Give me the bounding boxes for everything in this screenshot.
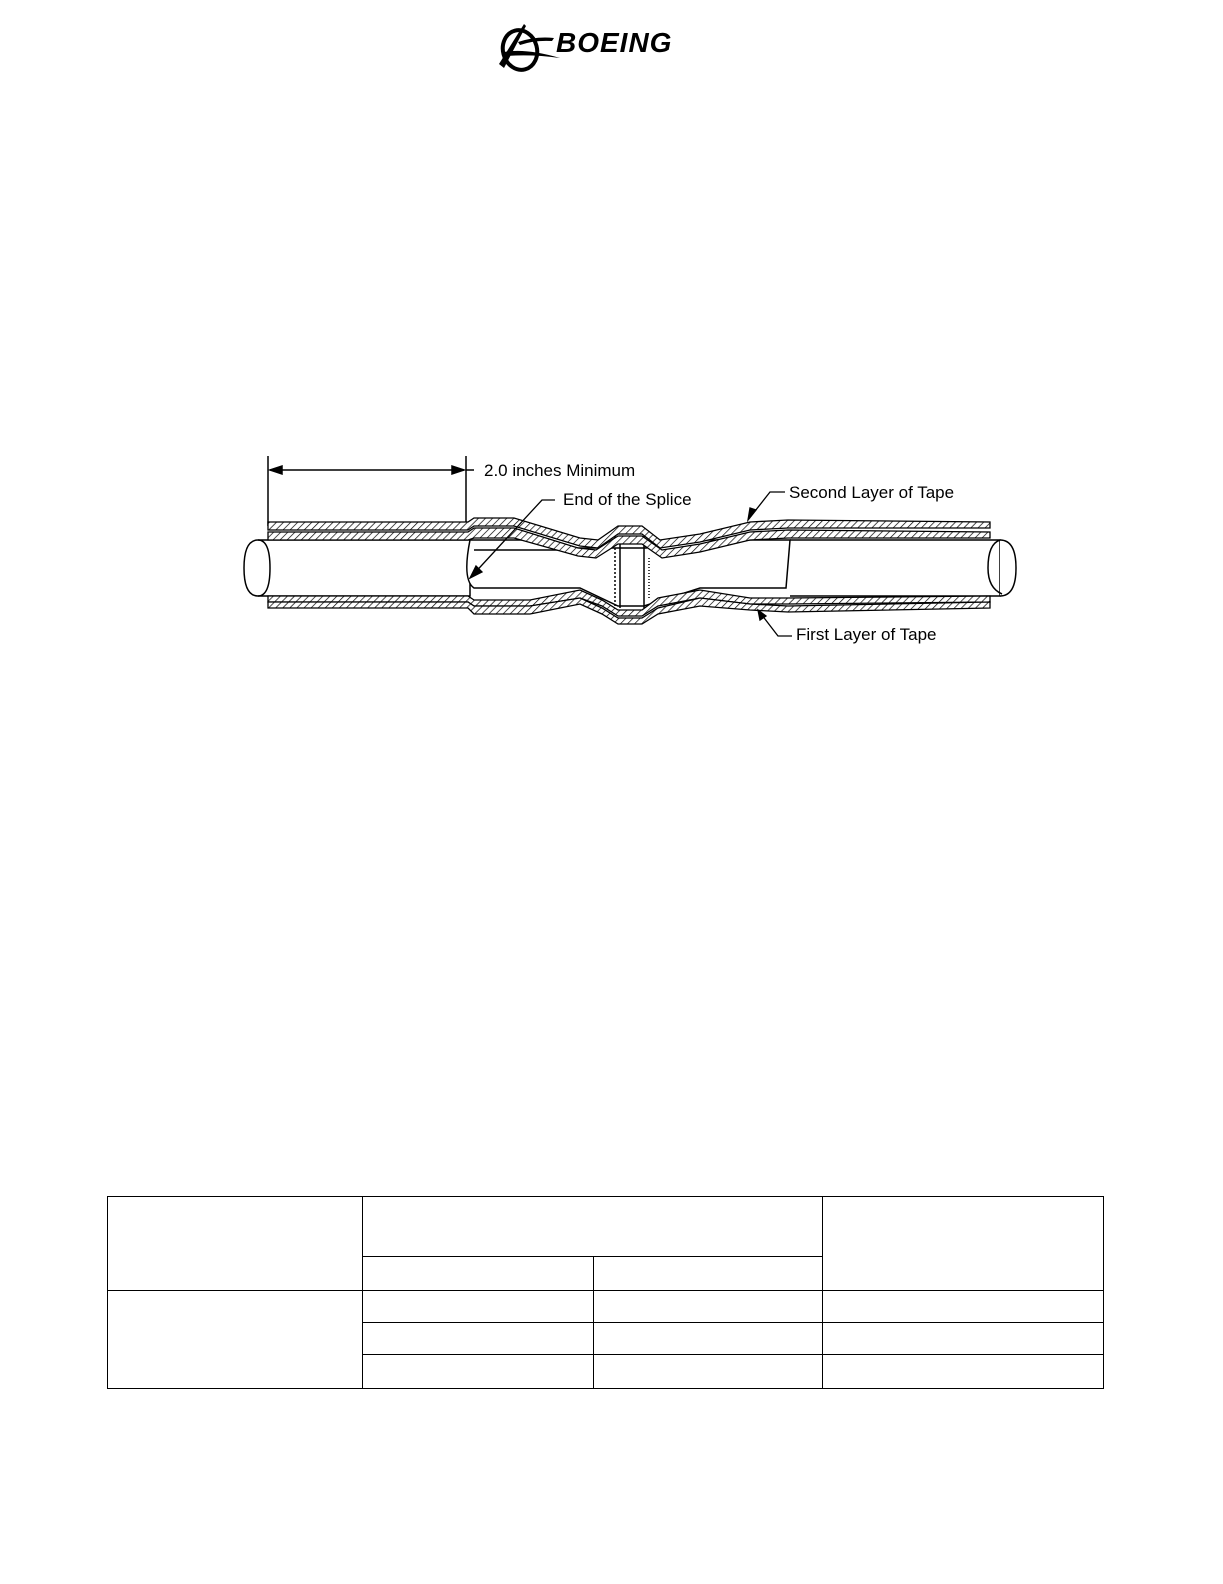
table-cell xyxy=(363,1323,594,1355)
splice-diagram xyxy=(230,448,1030,658)
table-cell xyxy=(823,1355,1104,1389)
table-cell xyxy=(363,1257,594,1291)
table-cell xyxy=(594,1291,823,1323)
second-layer-label: Second Layer of Tape xyxy=(789,483,955,502)
table-row xyxy=(108,1291,1104,1323)
end-of-splice-label: End of the Splice xyxy=(563,490,692,509)
brand-wordmark: BOEING xyxy=(556,27,673,58)
table-cell xyxy=(363,1355,594,1389)
wire-left xyxy=(244,540,470,596)
table-cell xyxy=(108,1197,363,1291)
table-cell xyxy=(363,1291,594,1323)
dimension-line xyxy=(268,456,474,526)
wire-right xyxy=(790,540,1016,596)
table-cell xyxy=(594,1355,823,1389)
boeing-logo xyxy=(496,22,728,78)
table-cell xyxy=(594,1257,823,1291)
table-cell xyxy=(823,1197,1104,1291)
table-cell xyxy=(823,1323,1104,1355)
dimension-label: 2.0 inches Minimum xyxy=(484,461,636,480)
boeing-symbol-icon xyxy=(498,24,560,74)
first-layer-label: First Layer of Tape xyxy=(796,625,937,644)
table-cell xyxy=(363,1197,823,1257)
table-cell xyxy=(108,1291,363,1389)
spec-table xyxy=(107,1196,1104,1389)
table-cell xyxy=(594,1323,823,1355)
table-row xyxy=(108,1197,1104,1257)
table-cell xyxy=(823,1291,1104,1323)
